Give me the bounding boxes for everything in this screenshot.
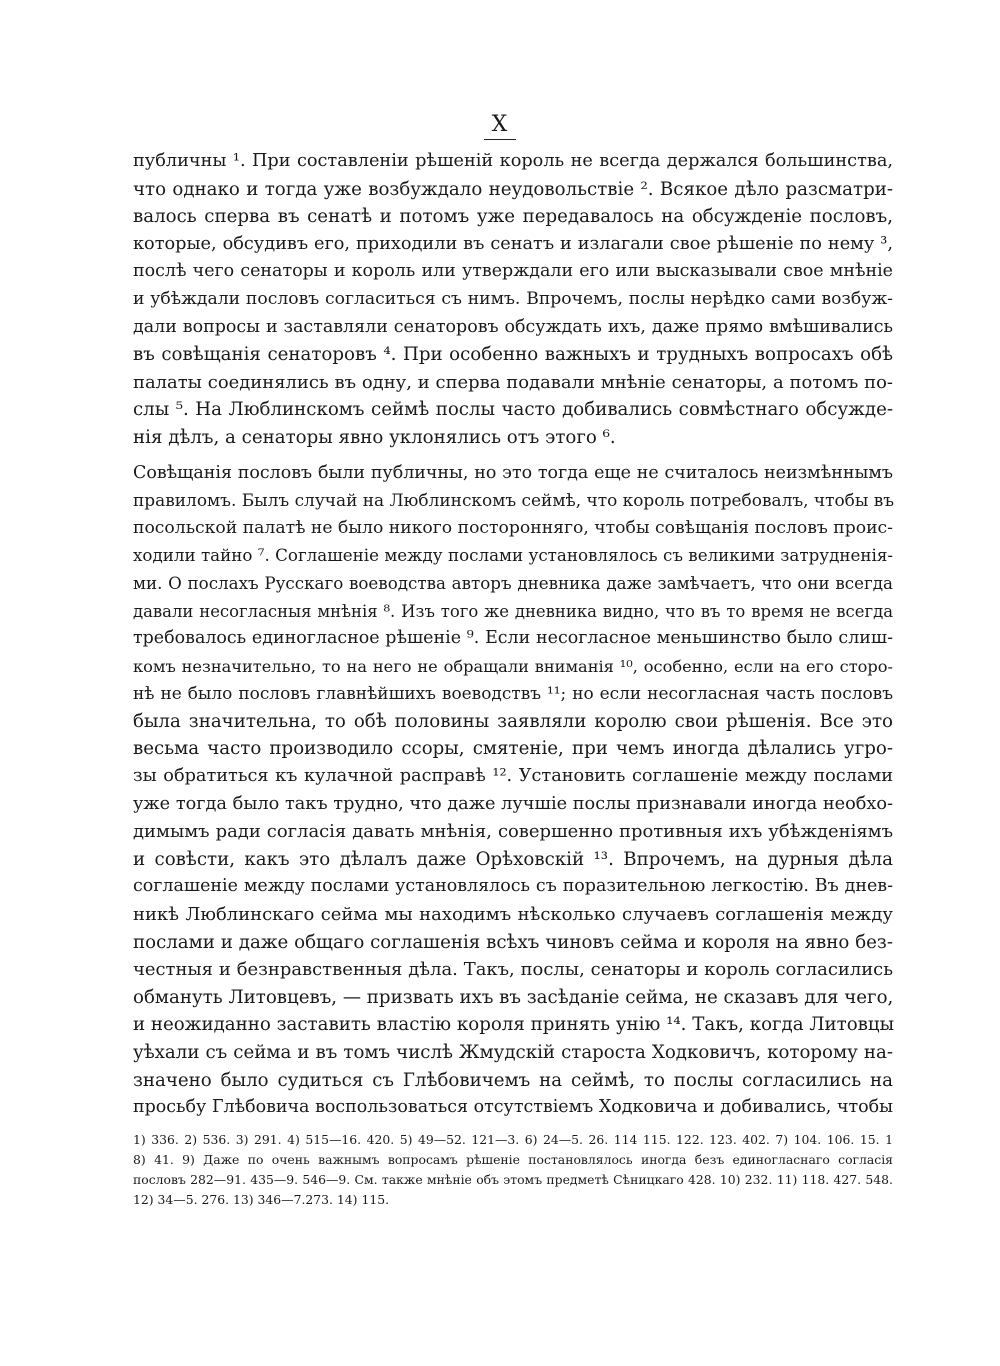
footnote-line: 12) 34—5. 276. 13) 346—7.273. 14) 115. [133, 1192, 390, 1207]
text-line: нія дѣлъ, а сенаторы явно уклонялись отъ этого ⁶. [133, 426, 616, 448]
text-line: что однако и тогда уже возбуждало неудовольствіе ². Всякое дѣло разсматри- [133, 178, 893, 200]
text-line: и неожиданно заставить властію короля принять унію ¹⁴. Такъ, когда Литовцы [133, 1014, 895, 1036]
text-line: уже тогда было такъ трудно, что даже лучшіе послы признавали иногда необхо- [133, 793, 893, 814]
paragraph-gap [133, 452, 893, 460]
text-line: нѣ не было пословъ главнѣйшихъ воеводствъ ¹¹; но если несогласная часть пословъ [133, 683, 893, 704]
text-line: комъ незначительно, то на него не обращали вниманія ¹⁰, особенно, если на его сторо- [133, 656, 893, 676]
text-line: и убѣждали пословъ согласиться съ нимъ. Впрочемъ, послы нерѣдко сами возбуж- [133, 288, 893, 309]
text-line: дали вопросы и заставляли сенаторовъ обсуждать ихъ, даже прямо вмѣшивались [133, 316, 893, 337]
text-line: просьбу Глѣбовича воспользоваться отсутствіемъ Ходковича и добивались, чтобы [133, 1097, 893, 1118]
text-line: честныя и безнравственныя дѣла. Такъ, послы, сенаторы и король согласились [133, 959, 893, 981]
text-line: валось сперва въ сенатѣ и потомъ уже передавалось на обсужденіе пословъ, [133, 206, 893, 228]
text-line: никѣ Люблинскаго сейма мы находимъ нѣсколько случаевъ соглашенія между [133, 904, 893, 926]
text-line: палаты соединялись въ одну, и сперва подавали мнѣніе сенаторы, а потомъ по- [133, 371, 893, 393]
text-line: зы обратиться къ кулачной расправѣ ¹². Установить соглашеніе между послами [133, 766, 893, 787]
text-line: значено было судиться съ Глѣбовичемъ на сеймѣ, то послы согласились на [133, 1069, 893, 1091]
text-line: послѣ чего сенаторы и король или утверждали его или высказывали свое мнѣніе [133, 261, 893, 282]
footnote-line: пословъ 282—91. 435—9. 546—9. См. также мнѣніе объ этомъ предметѣ Сѣницкаго 428. 10) 232. 11) 118. 427. 548. [133, 1172, 893, 1187]
text-line-indented [133, 460, 893, 488]
text-line: слы ⁵. На Люблинскомъ сеймѣ послы часто добивались совмѣстнаго обсужде- [133, 399, 893, 421]
text-line: весьма часто производило ссоры, смятеніе, при чемъ иногда дѣлались угро- [133, 738, 893, 760]
page-number [0, 112, 1000, 140]
text-line: ми. О послахъ Русскаго воеводства авторъ дневника даже замѣчаетъ, что они всегда [133, 572, 893, 593]
footnote-line: 8) 41. 9) Даже по очень важнымъ вопросамъ рѣшеніе постановлялось иногда безъ единогласнаго согласія [133, 1152, 893, 1167]
footnote-line: 1) 336. 2) 536. 3) 291. 4) 515—16. 420. 5) 49—52. 121—3. 6) 24—5. 26. 114 115. 122. 123. 402. 7) 104. 106. 15. 1 [133, 1132, 893, 1147]
text-line: въ совѣщанія сенаторовъ ⁴. При особенно важныхъ и трудныхъ вопросахъ обѣ [133, 344, 893, 366]
footnotes [133, 1130, 893, 1210]
text-line: давали несогласныя мнѣнія ⁸. Изъ того же дневника видно, что въ то время не всегда [133, 601, 893, 621]
text-line: была значительна, то обѣ половины заявляли королю свои рѣшенія. Все это [133, 710, 893, 732]
text-line: послами и даже общаго соглашенія всѣхъ чиновъ сейма и короля на явно без- [133, 931, 893, 953]
body-text [133, 148, 893, 1122]
text-line: и совѣсти, какъ это дѣлалъ даже Орѣховскій ¹³. Впрочемъ, на дурныя дѣла [133, 848, 893, 870]
text-line: которые, обсудивъ его, приходили въ сенатъ и излагали свое рѣшеніе по нему ³, [133, 233, 893, 254]
text-line: уѣхали съ сейма и въ томъ числѣ Жмудскій староста Ходковичъ, которому на- [133, 1042, 893, 1063]
text-line: публичны ¹. При составленіи рѣшеній король не всегда держался большинства, [133, 151, 893, 171]
text-line: соглашеніе между послами установлялось съ поразительною легкостію. Въ днев- [133, 876, 893, 897]
text-line: обмануть Литовцевъ, — призвать ихъ въ засѣданіе сейма, не сказавъ для чего, [133, 986, 894, 1008]
text-line: димымъ ради согласія давать мнѣнія, совершенно противныя ихъ убѣжденіямъ [133, 821, 893, 843]
text-line: посольской палатѣ не было никого посторонняго, чтобы совѣщанія пословъ проис- [133, 517, 893, 538]
page-number-label: X [484, 112, 517, 140]
text-line-content: Совѣщанія пословъ были публичны, но это тогда еще не считалось неизмѣннымъ [133, 462, 893, 483]
text-line: ходили тайно ⁷. Соглашеніе между послами установлялось съ великими затрудненія- [133, 545, 893, 566]
text-line: требовалось единогласное рѣшеніе ⁹. Если несогласное меньшинство было слиш- [133, 628, 893, 649]
text-line: правиломъ. Былъ случай на Люблинскомъ сеймѣ, что король потребовалъ, чтобы въ [133, 490, 895, 511]
